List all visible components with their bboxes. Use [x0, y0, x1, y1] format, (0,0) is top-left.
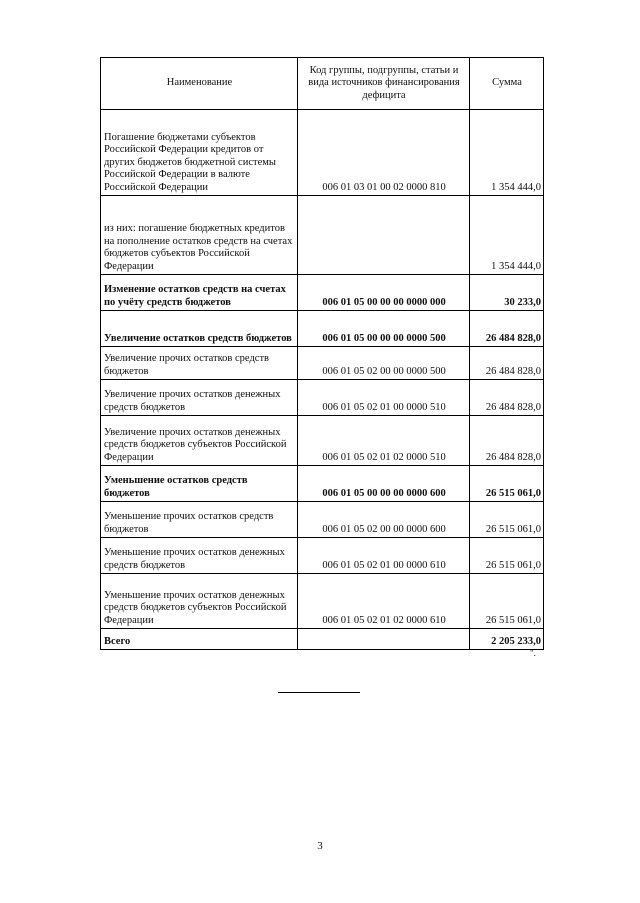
separator-line	[278, 692, 360, 693]
row-name: Увеличение прочих остатков денежных средств бюджетов субъектов Российской Федерации	[101, 416, 298, 466]
table-row	[101, 347, 544, 380]
row-sum: 26 484 828,0	[470, 311, 544, 347]
closing-quote: ".	[530, 648, 536, 658]
row-name: Увеличение прочих остатков средств бюджетов	[101, 347, 298, 380]
row-sum: 26 515 061,0	[470, 502, 544, 538]
row-sum: 30 233,0	[470, 275, 544, 311]
row-code: 006 01 05 00 00 00 0000 000	[298, 275, 470, 311]
row-name: Уменьшение прочих остатков денежных средств бюджетов субъектов Российской Федерации	[101, 574, 298, 629]
table-row	[101, 416, 544, 466]
row-name: Всего	[101, 629, 298, 650]
table-row	[101, 538, 544, 574]
row-name: Уменьшение остатков средств бюджетов	[101, 466, 298, 502]
row-sum: 1 354 444,0	[470, 196, 544, 275]
row-name: Увеличение прочих остатков денежных средств бюджетов	[101, 380, 298, 416]
page-number: 3	[317, 840, 323, 852]
row-sum: 26 515 061,0	[470, 538, 544, 574]
row-code	[298, 196, 470, 275]
row-code: 006 01 05 02 01 02 0000 610	[298, 574, 470, 629]
table-row	[101, 629, 544, 650]
row-code: 006 01 05 02 01 00 0000 610	[298, 538, 470, 574]
row-code: 006 01 05 00 00 00 0000 500	[298, 311, 470, 347]
row-name: Увеличение остатков средств бюджетов	[101, 311, 298, 347]
header-sum: Сумма	[470, 58, 544, 110]
sources-financing-table	[100, 57, 544, 650]
table-row	[101, 502, 544, 538]
row-name: Уменьшение прочих остатков денежных средств бюджетов	[101, 538, 298, 574]
table-row	[101, 110, 544, 196]
row-code: 006 01 05 02 00 00 0000 600	[298, 502, 470, 538]
row-sum: 2 205 233,0	[470, 629, 544, 650]
row-sum: 26 484 828,0	[470, 347, 544, 380]
row-name: Изменение остатков средств на счетах по учёту средств бюджетов	[101, 275, 298, 311]
table-row	[101, 574, 544, 629]
row-sum: 26 484 828,0	[470, 380, 544, 416]
row-name: Погашение бюджетами субъектов Российской Федерации кредитов от других бюджетов бюджетной системы Российской Федерации в валюте Российской Федерации	[101, 110, 298, 196]
row-sum: 1 354 444,0	[470, 110, 544, 196]
row-code: 006 01 03 01 00 02 0000 810	[298, 110, 470, 196]
row-code	[298, 629, 470, 650]
row-sum: 26 484 828,0	[470, 416, 544, 466]
table-row	[101, 196, 544, 275]
table-row	[101, 466, 544, 502]
row-code: 006 01 05 02 01 02 0000 510	[298, 416, 470, 466]
table-row	[101, 275, 544, 311]
table-row	[101, 311, 544, 347]
row-name: Уменьшение прочих остатков средств бюджетов	[101, 502, 298, 538]
row-code: 006 01 05 00 00 00 0000 600	[298, 466, 470, 502]
header-name: Наименование	[101, 58, 298, 110]
header-code: Код группы, подгруппы, статьи и вида источников финансирования дефицита	[298, 58, 470, 110]
row-name: из них: погашение бюджетных кредитов на пополнение остатков средств на счетах бюджетов субъектов Российской Федерации	[101, 196, 298, 275]
table-row	[101, 380, 544, 416]
row-code: 006 01 05 02 01 00 0000 510	[298, 380, 470, 416]
table-header-row	[101, 58, 544, 110]
row-sum: 26 515 061,0	[470, 466, 544, 502]
row-code: 006 01 05 02 00 00 0000 500	[298, 347, 470, 380]
table-body	[101, 110, 544, 650]
row-sum: 26 515 061,0	[470, 574, 544, 629]
